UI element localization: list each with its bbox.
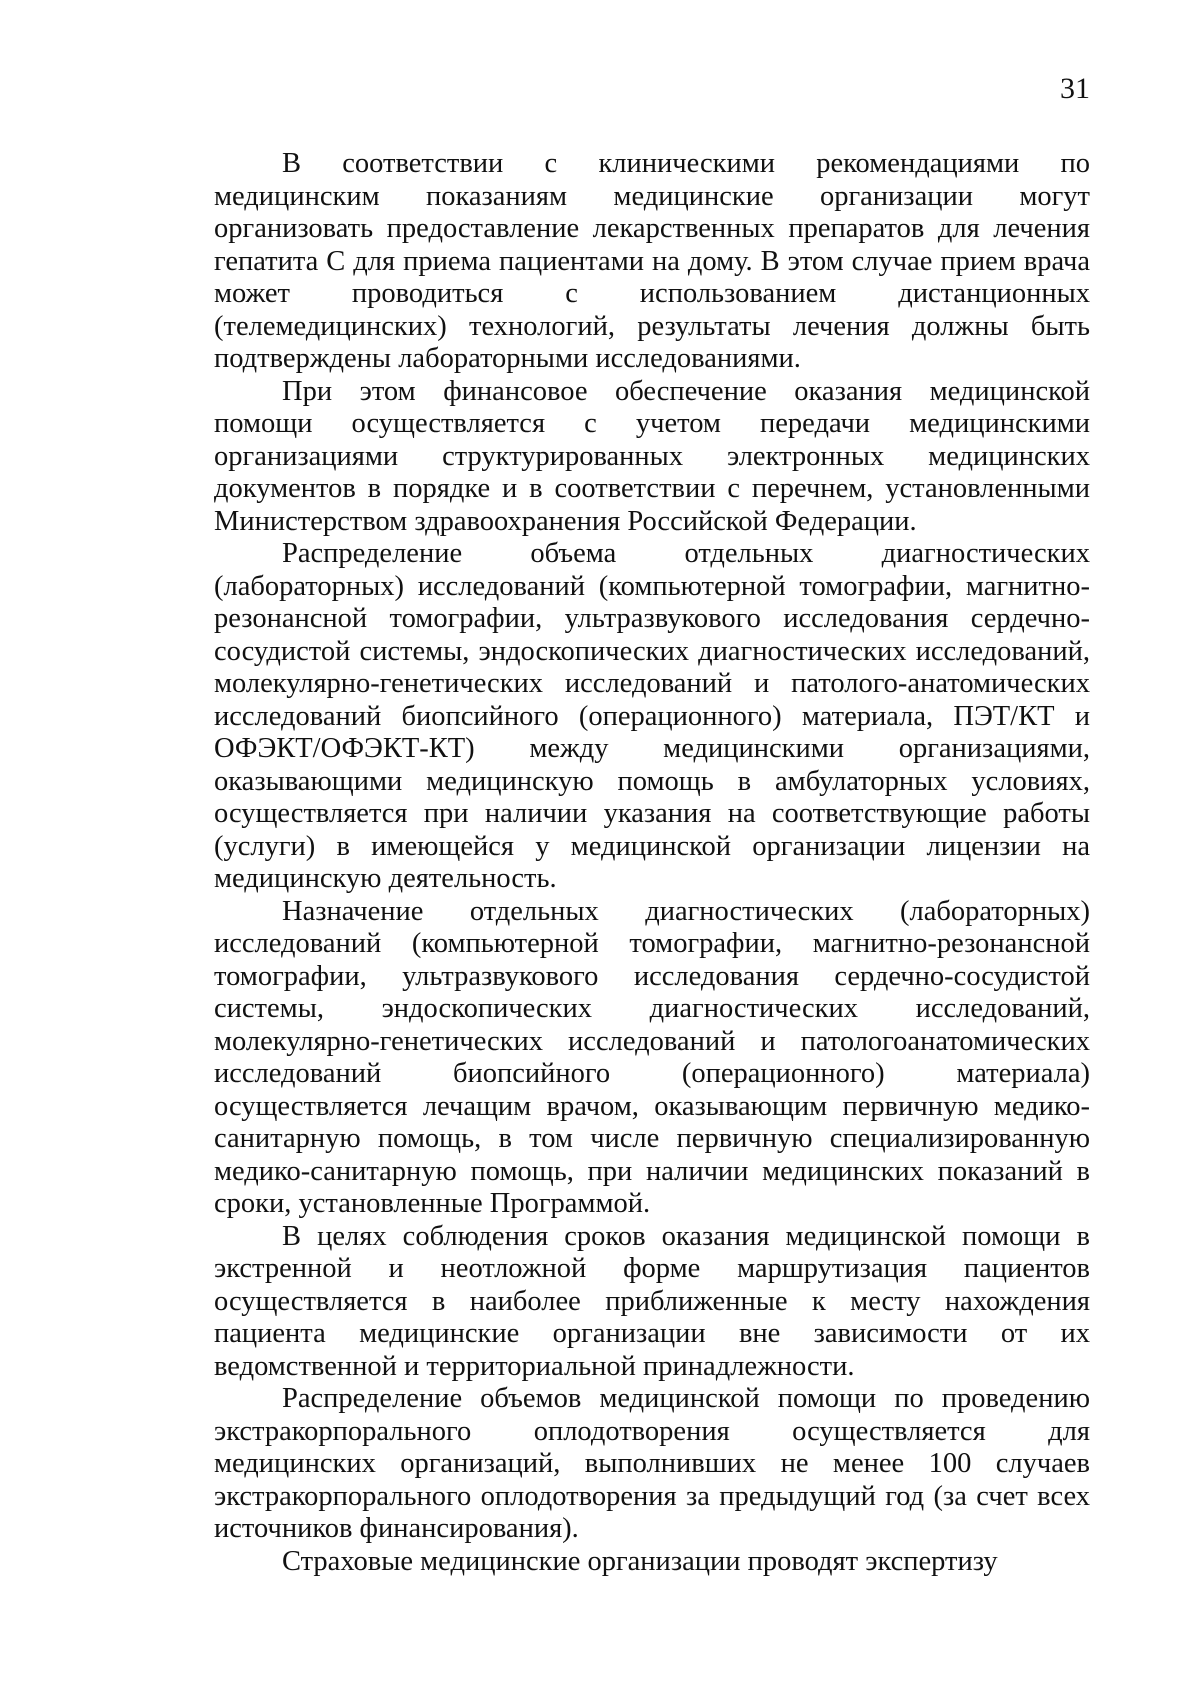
page-number: 31: [1060, 72, 1090, 105]
paragraph: Распределение объемов медицинской помощи по проведению экстракорпорального оплодотворения осуществляется для медицинских организаций, выполнивших не менее 100 случаев экстракорпорального оплодотворения за предыдущий год (за счет всех источников финансирования).: [214, 1383, 1090, 1544]
paragraph: Распределение объема отдельных диагностических (лабораторных) исследований (компьютерной томографии, магнитно-резонансной томографии, ультразвукового исследования сердечно-сосудистой системы, эндоскопических диагностических исследований, молекулярно-генетических исследований и патолого-анатомических исследований биопсийного (операционного) материала, ПЭТ/КТ и ОФЭКТ/ОФЭКТ-КТ) между медицинскими организациями, оказывающими медицинскую помощь в амбулаторных условиях, осуществляется при наличии указания на соответствующие работы (услуги) в имеющейся у медицинской организации лицензии на медицинскую деятельность.: [214, 538, 1090, 894]
paragraph: В соответствии с клиническими рекомендациями по медицинским показаниям медицинские организации могут организовать предоставление лекарственных препаратов для лечения гепатита С для приема пациентами на дому. В этом случае прием врача может проводиться с использованием дистанционных (телемедицинских) технологий, результаты лечения должны быть подтверждены лабораторными исследованиями.: [214, 148, 1090, 374]
paragraph: При этом финансовое обеспечение оказания медицинской помощи осуществляется с учетом передачи медицинскими организациями структурированных электронных медицинских документов в порядке и в соответствии с перечнем, установленными Министерством здравоохранения Российской Федерации.: [214, 375, 1090, 537]
paragraph: Назначение отдельных диагностических (лабораторных) исследований (компьютерной томографии, магнитно-резонансной томографии, ультразвукового исследования сердечно-сосудистой системы, эндоскопических диагностических исследований, молекулярно-генетических исследований и патологоанатомических исследований биопсийного (операционного) материала) осуществляется лечащим врачом, оказывающим первичную медико-санитарную помощь, в том числе первичную специализированную медико-санитарную помощь, при наличии медицинских показаний в сроки, установленные Программой.: [214, 895, 1090, 1219]
body-text: [214, 148, 1090, 1578]
paragraph: Страховые медицинские организации проводят экспертизу: [282, 1545, 998, 1577]
paragraph: В целях соблюдения сроков оказания медицинской помощи в экстренной и неотложной форме маршрутизация пациентов осуществляется в наиболее приближенные к месту нахождения пациента медицинские организации вне зависимости от их ведомственной и территориальной принадлежности.: [214, 1220, 1090, 1382]
